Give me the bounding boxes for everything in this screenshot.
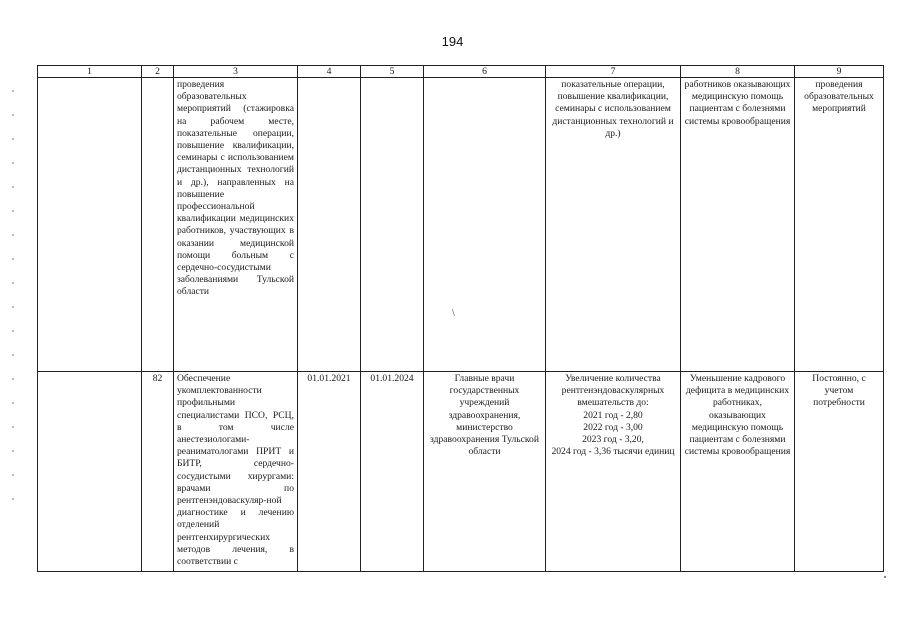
- header-col-6: 6: [424, 66, 546, 78]
- cell-col-1: [38, 372, 142, 572]
- cell-end-date: 01.01.2024: [361, 372, 424, 572]
- cell-start-date: 01.01.2021: [298, 372, 361, 572]
- cell-result: [546, 372, 681, 572]
- scan-speck: [884, 576, 886, 578]
- cell-measure-text: проведения образовательных мероприятий (стажировка на рабочем месте, показательные операции, повышение квалификации, семинары с использованием дистанционных технологий и др.), направленных на повышение профессиональной квалификации медицинских работников, участвующих в оказании медицинской помощи больным с сердечно-сосудистыми заболеваниями Тульской области: [174, 78, 298, 372]
- table-row-82: [38, 372, 884, 572]
- cell-frequency: проведения образовательных мероприятий: [795, 78, 884, 372]
- header-col-3: 3: [174, 66, 298, 78]
- result-year-2022: 2022 год - 3,00: [583, 421, 643, 433]
- result-year-2021: 2021 год - 2,80: [583, 409, 643, 421]
- table-row-continuation: [38, 78, 884, 372]
- cell-outcome: Уменьшение кадрового дефицита в медицинских работниках, оказывающих медицинскую помощь пациентам с болезнями системы кровообращения: [681, 372, 795, 572]
- plan-table: [37, 65, 884, 572]
- stray-scan-mark: \: [452, 308, 455, 319]
- cell-measure-text: Обеспечение укомплектованности профильными специалистами ПСО, РСЦ, в том числе анестезиологами-реаниматологами ПРИТ и БИТР, сердечно-сосудистыми хирургами: врачами по рентгенэндоваскуляр-ной диагностике и лечению отделений рентгенхирургических методов лечения, в соответствии с: [174, 372, 298, 572]
- header-col-8: 8: [681, 66, 795, 78]
- cell-result: показательные операции, повышение квалификации, семинары с использованием дистанционных технологий и др.): [546, 78, 681, 372]
- cell-col-1: [38, 78, 142, 372]
- cell-row-number: 82: [142, 372, 174, 572]
- scan-margin-marks: [12, 90, 15, 570]
- cell-frequency: Постоянно, с учетом потребности: [795, 372, 884, 572]
- result-year-2023: 2023 год - 3,20,: [582, 434, 644, 446]
- cell-start-date: [298, 78, 361, 372]
- header-col-4: 4: [298, 66, 361, 78]
- header-row: [38, 66, 884, 78]
- page-number: 194: [441, 34, 464, 49]
- header-col-5: 5: [361, 66, 424, 78]
- result-year-2024: 2024 год - 3,36 тысячи единиц: [551, 446, 675, 458]
- header-col-2: 2: [142, 66, 174, 78]
- header-col-9: 9: [795, 66, 884, 78]
- header-col-1: 1: [38, 66, 142, 78]
- cell-responsible: [424, 78, 546, 372]
- cell-col-2: [142, 78, 174, 372]
- result-intro: Увеличение количества рентгенэндоваскулярных вмешательств до:: [561, 373, 665, 409]
- cell-end-date: [361, 78, 424, 372]
- cell-outcome: работников оказывающих медицинскую помощь пациентам с болезнями системы кровообращения: [681, 78, 795, 372]
- header-col-7: 7: [546, 66, 681, 78]
- cell-responsible: Главные врачи государственных учреждений здравоохранения, министерство здравоохранения Тульской области: [424, 372, 546, 572]
